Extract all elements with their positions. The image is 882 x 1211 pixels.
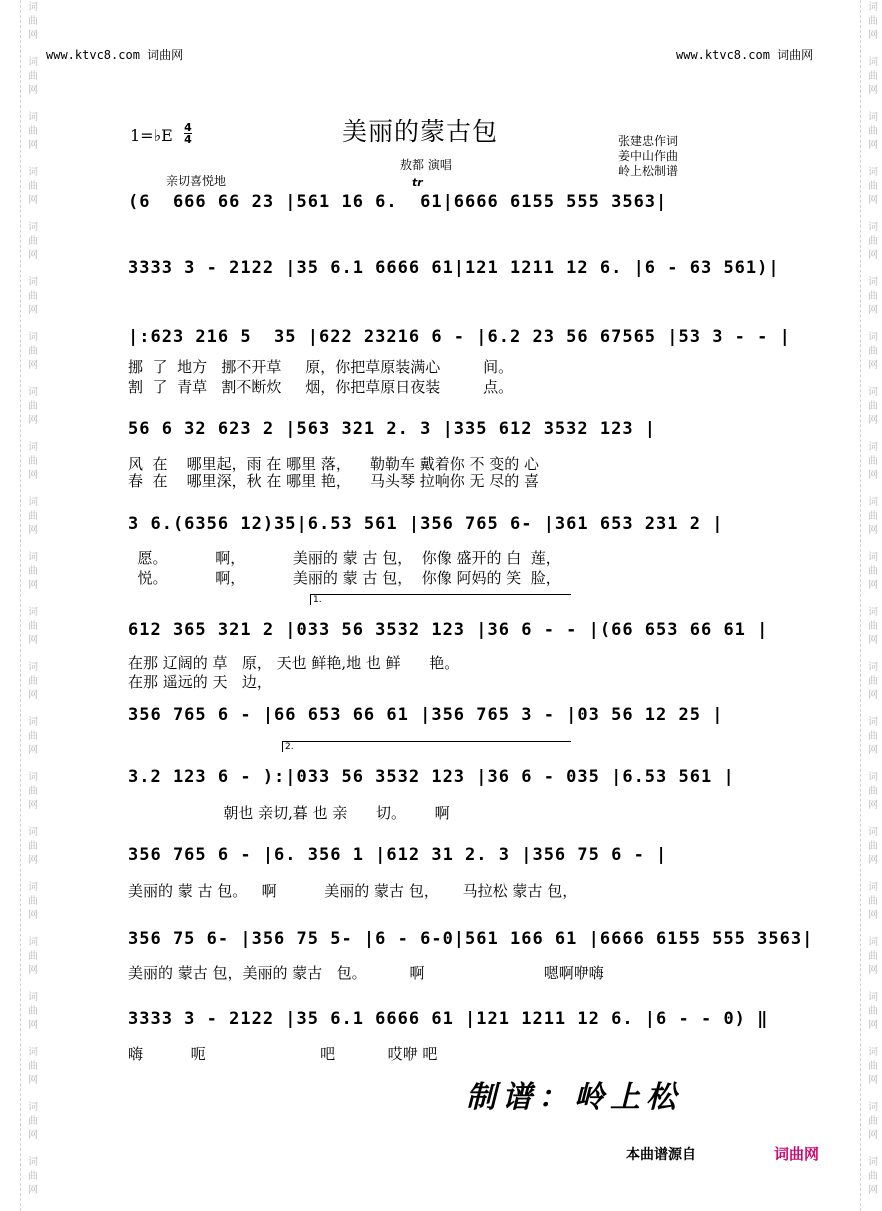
watermark-char: 词 (28, 497, 38, 508)
lyric-line: 悦。 啊， 美丽的 蒙 古 包， 你像 阿妈的 笑 脸， (128, 569, 561, 587)
right-watermark-strip (866, 0, 880, 1211)
watermark-char: 网 (28, 1130, 38, 1141)
watermark-char: 曲 (28, 291, 38, 302)
watermark-char: 网 (28, 1185, 38, 1196)
row-notes: 3 6.(6356 12)35|6.53 561 |356 765 6- |361 653 231 2 | (128, 514, 724, 534)
notation-row (128, 620, 769, 648)
watermark-char: 曲 (868, 1171, 878, 1182)
notation-row (128, 327, 791, 355)
notation-row (128, 258, 780, 286)
trill-marking: tr (412, 176, 423, 189)
watermark-char: 曲 (868, 676, 878, 687)
watermark-char: 曲 (868, 291, 878, 302)
watermark-char: 词 (28, 717, 38, 728)
watermark-char: 曲 (868, 951, 878, 962)
watermark-char: 曲 (868, 401, 878, 412)
watermark-char: 网 (868, 745, 878, 756)
watermark-char: 曲 (28, 1006, 38, 1017)
watermark-char: 词 (868, 277, 878, 288)
lyric-line: 朝也 亲切,暮 也 亲 切。 啊 (128, 804, 450, 822)
watermark-char: 词 (868, 112, 878, 123)
time-signature-bottom: 4 (184, 133, 192, 146)
watermark-char: 曲 (28, 896, 38, 907)
footer-source-label: 本曲谱源自 (626, 1147, 696, 1163)
watermark-char: 曲 (868, 71, 878, 82)
watermark-char: 曲 (28, 1116, 38, 1127)
watermark-char: 曲 (28, 16, 38, 27)
watermark-char: 曲 (28, 181, 38, 192)
lyric-line: 嗨 呃 吧 哎咿 吧 (128, 1045, 438, 1063)
watermark-char: 曲 (28, 676, 38, 687)
watermark-char: 曲 (868, 511, 878, 522)
watermark-char: 曲 (28, 71, 38, 82)
left-watermark-strip (26, 0, 40, 1211)
lyric-line: 在那 遥远的 天 边， (128, 673, 272, 691)
watermark-char: 网 (868, 85, 878, 96)
watermark-char: 网 (868, 415, 878, 426)
notation-row (128, 1009, 769, 1037)
notation-row (128, 767, 760, 795)
watermark-char: 曲 (868, 181, 878, 192)
watermark-char: 词 (868, 827, 878, 838)
watermark-char: 网 (868, 1130, 878, 1141)
watermark-char: 网 (28, 30, 38, 41)
left-guide-line (20, 0, 21, 1211)
watermark-char: 曲 (28, 951, 38, 962)
watermark-char: 网 (28, 1020, 38, 1031)
watermark-char: 曲 (28, 126, 38, 137)
watermark-char: 网 (868, 965, 878, 976)
time-signature (184, 122, 192, 145)
lyric-line: 割 了 青草 割不断炊 烟，你把草原日夜装 点。 (128, 378, 514, 396)
arranger-credit: 岭上松制谱 (618, 164, 679, 178)
watermark-char: 词 (868, 387, 878, 398)
watermark-char: 曲 (868, 1061, 878, 1072)
row-notes: (6 666 66 23 |561 16 6. 61|6666 6155 555 3563| (128, 192, 668, 212)
row-notes: 3333 3 - 2122 |35 6.1 6666 61 |121 1211 12 6. |6 - - 0) ‖ (128, 1009, 769, 1029)
watermark-char: 网 (868, 635, 878, 646)
watermark-char: 网 (28, 85, 38, 96)
watermark-char: 词 (28, 937, 38, 948)
watermark-char: 网 (868, 1075, 878, 1086)
watermark-char: 曲 (868, 841, 878, 852)
watermark-char: 网 (868, 470, 878, 481)
song-title: 美丽的蒙古包 (342, 117, 499, 146)
watermark-char: 网 (868, 360, 878, 371)
watermark-char: 曲 (868, 731, 878, 742)
watermark-char: 网 (868, 855, 878, 866)
watermark-char: 曲 (868, 1116, 878, 1127)
row-notes: 56 6 32 623 2 |563 321 2. 3 |335 612 3532 123 | (128, 419, 657, 439)
watermark-char: 词 (28, 607, 38, 618)
watermark-char: 网 (868, 1185, 878, 1196)
watermark-char: 曲 (28, 786, 38, 797)
notation-row (128, 419, 760, 447)
watermark-char: 词 (28, 662, 38, 673)
row-notes: 3.2 123 6 - ):|033 56 3532 123 |36 6 - 035 |6.53 561 | (128, 767, 735, 787)
lyric-line: 美丽的 蒙古 包，美丽的 蒙古 包。 啊 嗯啊咿嗨 (128, 964, 604, 982)
singer-credit: 敖都 演唱 (400, 158, 452, 172)
composer-credit: 姜中山作曲 (618, 149, 679, 163)
watermark-char: 网 (868, 1020, 878, 1031)
watermark-char: 曲 (28, 841, 38, 852)
watermark-char: 网 (28, 690, 38, 701)
watermark-char: 词 (28, 772, 38, 783)
watermark-char: 网 (28, 910, 38, 921)
watermark-char: 词 (28, 1157, 38, 1168)
watermark-char: 曲 (28, 346, 38, 357)
watermark-char: 网 (28, 415, 38, 426)
watermark-char: 网 (868, 525, 878, 536)
watermark-char: 词 (868, 332, 878, 343)
watermark-char: 网 (868, 250, 878, 261)
watermark-char: 网 (28, 140, 38, 151)
watermark-char: 网 (868, 800, 878, 811)
watermark-char: 词 (868, 1102, 878, 1113)
header-url-left[interactable]: www.ktvc8.com 词曲网 (46, 48, 184, 62)
watermark-char: 网 (868, 910, 878, 921)
watermark-char: 词 (28, 882, 38, 893)
watermark-char: 曲 (868, 16, 878, 27)
watermark-char: 网 (28, 470, 38, 481)
watermark-char: 曲 (28, 401, 38, 412)
row-notes: 3333 3 - 2122 |35 6.1 6666 61|121 1211 12 6. |6 - 63 561)| (128, 258, 780, 278)
lyric-line: 美丽的 蒙 古 包。 啊 美丽的 蒙古 包， 马拉松 蒙古 包， (128, 882, 578, 900)
watermark-char: 网 (28, 250, 38, 261)
watermark-char: 网 (868, 580, 878, 591)
arranger-signature: 制谱：岭上松 (466, 1080, 682, 1115)
watermark-char: 曲 (868, 346, 878, 357)
row-notes: 356 75 6- |356 75 5- |6 - 6-0|561 166 61 |6666 6155 555 3563| (128, 929, 814, 949)
watermark-char: 曲 (28, 511, 38, 522)
notation-row (128, 514, 760, 542)
watermark-char: 词 (868, 2, 878, 13)
watermark-char: 曲 (868, 236, 878, 247)
time-signature-top: 4 (184, 121, 192, 134)
watermark-char: 词 (28, 442, 38, 453)
watermark-char: 词 (868, 497, 878, 508)
first-ending-bracket: 1. (310, 594, 571, 605)
lyric-line: 愿。 啊， 美丽的 蒙 古 包， 你像 盛开的 白 莲， (128, 549, 561, 567)
watermark-char: 词 (868, 552, 878, 563)
row-notes: 356 765 6 - |6. 356 1 |612 31 2. 3 |356 75 6 - | (128, 845, 668, 865)
watermark-char: 词 (868, 992, 878, 1003)
tempo-marking: 亲切喜悦地 (166, 174, 227, 188)
watermark-char: 词 (868, 222, 878, 233)
notation-row (128, 929, 814, 957)
watermark-char: 词 (28, 992, 38, 1003)
row-notes: |:623 216 5 35 |622 23216 6 - |6.2 23 56 67565 |53 3 - - | (128, 327, 791, 347)
watermark-char: 网 (28, 360, 38, 371)
watermark-char: 词 (28, 2, 38, 13)
watermark-char: 网 (28, 855, 38, 866)
watermark-char: 网 (868, 140, 878, 151)
lyric-line: 在那 辽阔的 草 原， 天也 鲜艳,地 也 鲜 艳。 (128, 654, 460, 672)
watermark-char: 词 (868, 57, 878, 68)
watermark-char: 曲 (28, 566, 38, 577)
watermark-char: 词 (28, 1047, 38, 1058)
watermark-char: 网 (28, 965, 38, 976)
watermark-char: 词 (28, 57, 38, 68)
watermark-char: 网 (28, 195, 38, 206)
watermark-char: 网 (28, 305, 38, 316)
watermark-char: 词 (868, 882, 878, 893)
watermark-char: 曲 (868, 566, 878, 577)
watermark-char: 曲 (28, 456, 38, 467)
header-url-right[interactable]: www.ktvc8.com 词曲网 (676, 48, 814, 62)
watermark-char: 词 (28, 1102, 38, 1113)
watermark-char: 词 (868, 772, 878, 783)
lyric-line: 挪 了 地方 挪不开草 原，你把草原装满心 间。 (128, 358, 514, 376)
watermark-char: 曲 (868, 126, 878, 137)
watermark-char: 网 (868, 690, 878, 701)
watermark-char: 曲 (28, 1061, 38, 1072)
lyric-line: 春 在 哪里深，秋 在 哪里 艳， 马头琴 拉响你 无 尽的 喜 (128, 472, 540, 490)
right-guide-line (860, 0, 861, 1211)
watermark-char: 词 (28, 167, 38, 178)
lyricist-credit: 张建忠作词 (618, 134, 679, 148)
lyric-line: 风 在 哪里起，雨 在 哪里 落， 勒勒车 戴着你 不 变的 心 (128, 455, 540, 473)
watermark-char: 词 (868, 717, 878, 728)
watermark-char: 词 (868, 607, 878, 618)
watermark-char: 网 (868, 195, 878, 206)
footer-brand-link[interactable]: 词曲网 (774, 1145, 820, 1163)
watermark-char: 曲 (28, 621, 38, 632)
watermark-char: 词 (868, 167, 878, 178)
watermark-char: 曲 (28, 1171, 38, 1182)
watermark-char: 词 (868, 662, 878, 673)
watermark-char: 网 (28, 1075, 38, 1086)
row-notes: 612 365 321 2 |033 56 3532 123 |36 6 - - |(66 653 66 61 | (128, 620, 769, 640)
watermark-char: 词 (868, 442, 878, 453)
watermark-char: 词 (868, 1157, 878, 1168)
watermark-char: 网 (28, 580, 38, 591)
watermark-char: 网 (28, 745, 38, 756)
watermark-char: 词 (28, 827, 38, 838)
watermark-char: 词 (868, 937, 878, 948)
watermark-char: 词 (28, 112, 38, 123)
watermark-char: 词 (28, 552, 38, 563)
watermark-char: 网 (868, 305, 878, 316)
watermark-char: 词 (28, 332, 38, 343)
watermark-char: 词 (28, 387, 38, 398)
watermark-char: 词 (28, 277, 38, 288)
watermark-char: 曲 (868, 456, 878, 467)
row-notes: 356 765 6 - |66 653 66 61 |356 765 3 - |03 56 12 25 | (128, 705, 724, 725)
watermark-char: 曲 (868, 621, 878, 632)
notation-row (128, 192, 760, 220)
watermark-char: 网 (28, 525, 38, 536)
notation-row (128, 705, 760, 733)
watermark-char: 网 (28, 635, 38, 646)
watermark-char: 曲 (868, 786, 878, 797)
watermark-char: 曲 (868, 896, 878, 907)
watermark-char: 词 (868, 1047, 878, 1058)
watermark-char: 曲 (28, 236, 38, 247)
watermark-char: 词 (28, 222, 38, 233)
second-ending-bracket: 2. (282, 741, 571, 752)
watermark-char: 网 (868, 30, 878, 41)
watermark-char: 网 (28, 800, 38, 811)
watermark-char: 曲 (868, 1006, 878, 1017)
watermark-char: 曲 (28, 731, 38, 742)
key-signature: 1=♭E (130, 126, 173, 145)
notation-row (128, 845, 760, 873)
